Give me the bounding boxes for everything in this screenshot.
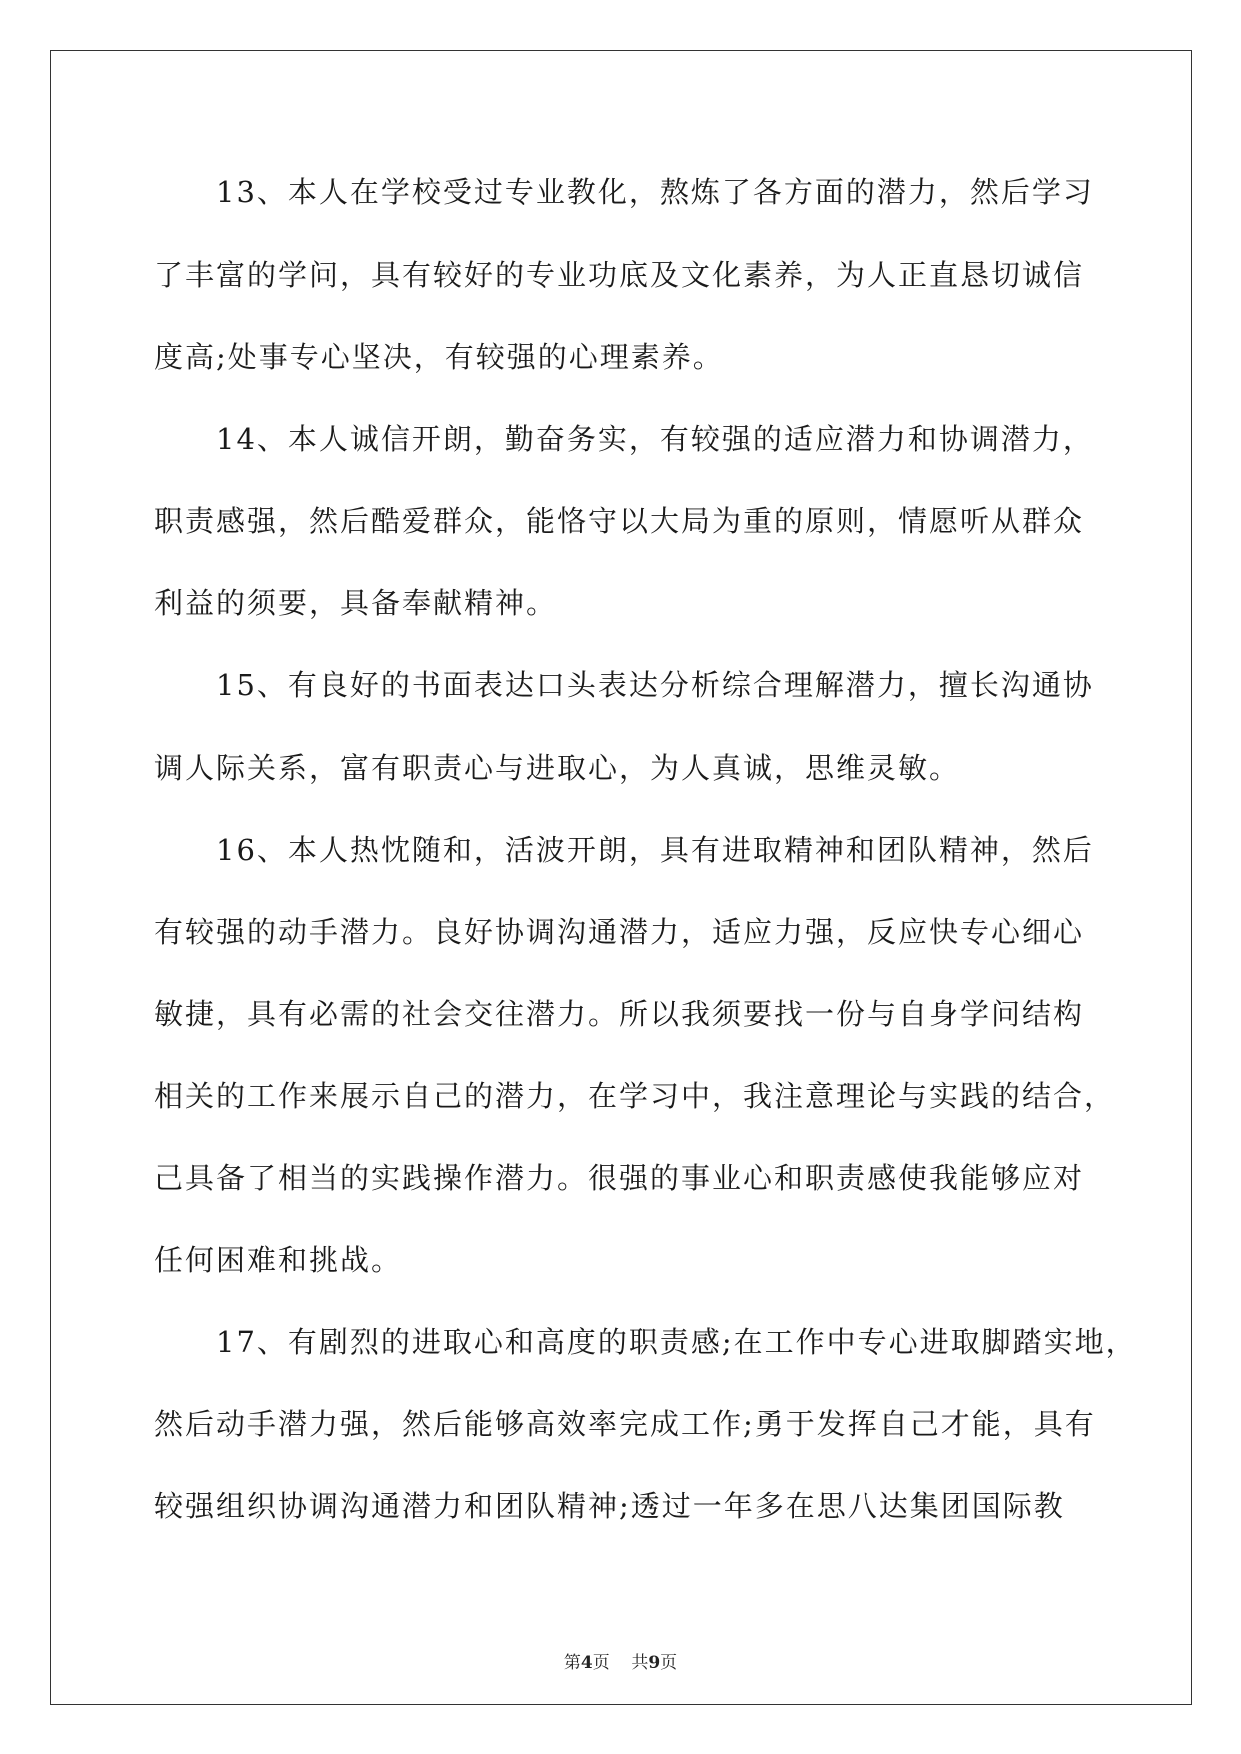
paragraph-3-line-1: 15、有良好的书面表达口头表达分析综合理解潜力，擅长沟通协: [154, 668, 1094, 702]
page-footer: [0, 1648, 1241, 1673]
paragraph-2-line-1: 14、本人诚信开朗，勤奋务实，有较强的适应潜力和协调潜力，: [154, 422, 1094, 456]
paragraph-5-line-1: 17、有剧烈的进取心和高度的职责感;在工作中专心进取脚踏实地，: [154, 1325, 1137, 1359]
current-page-number: 4: [580, 1653, 593, 1673]
paragraph-5-line-3: 较强组织协调沟通潜力和团队精神;透过一年多在思八达集团国际教: [154, 1489, 1065, 1523]
paragraph-4-line-5: 己具备了相当的实践操作潜力。很强的事业心和职责感使我能够应对: [154, 1161, 1085, 1195]
paragraph-1-line-1: 13、本人在学校受过专业教化，熬炼了各方面的潜力，然后学习: [154, 175, 1094, 209]
paragraph-5-line-2: 然后动手潜力强，然后能够高效率完成工作;勇于发挥自己才能，具有: [154, 1407, 1096, 1441]
paragraph-4-line-6: 任何困难和挑战。: [154, 1243, 403, 1277]
total-suffix: 页: [660, 1653, 678, 1673]
paragraph-2-line-2: 职责感强，然后酷爱群众，能恪守以大局为重的原则，情愿听从群众: [154, 504, 1085, 538]
paragraph-2-line-3: 利益的须要，具备奉献精神。: [154, 586, 558, 620]
page-prefix: 第: [563, 1653, 581, 1673]
paragraph-1-line-3: 度高;处事专心坚决，有较强的心理素养。: [154, 340, 724, 374]
total-pages-number: 9: [648, 1653, 661, 1673]
paragraph-4-line-4: 相关的工作来展示自己的潜力，在学习中，我注意理论与实践的结合，: [154, 1079, 1116, 1113]
paragraph-4-line-3: 敏捷，具有必需的社会交往潜力。所以我须要找一份与自身学问结构: [154, 997, 1085, 1031]
paragraph-3-line-2: 调人际关系，富有职责心与进取心，为人真诚，思维灵敏。: [154, 751, 961, 785]
page-border: [50, 50, 1192, 1705]
paragraph-1-line-2: 了丰富的学问，具有较好的专业功底及文化素养，为人正直恳切诚信: [154, 258, 1085, 292]
paragraph-4-line-2: 有较强的动手潜力。良好协调沟通潜力，适应力强，反应快专心细心: [154, 915, 1085, 949]
page-suffix: 页: [592, 1653, 610, 1673]
total-prefix: 共: [631, 1653, 649, 1673]
paragraph-4-line-1: 16、本人热忱随和，活波开朗，具有进取精神和团队精神，然后: [154, 833, 1094, 867]
